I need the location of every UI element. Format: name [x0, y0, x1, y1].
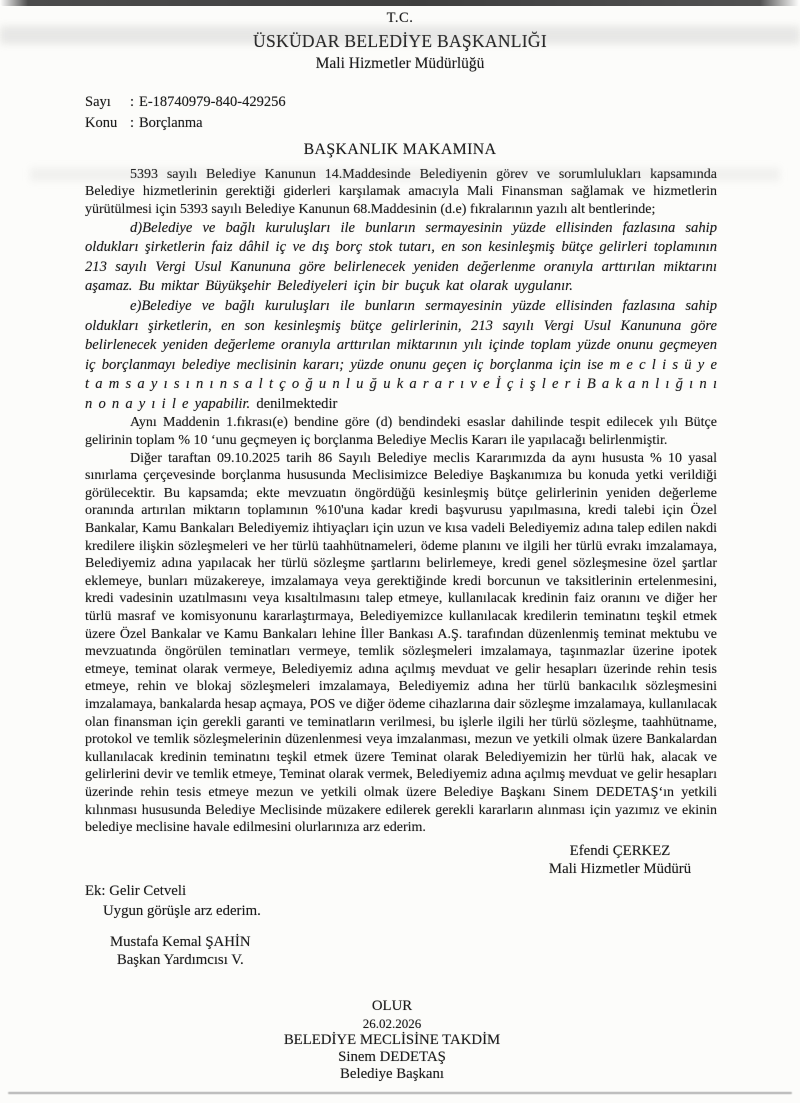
paragraph [85, 450, 717, 837]
scan-top-edge [0, 0, 800, 6]
scan-artifact-band [0, 26, 800, 44]
document-meta [85, 92, 800, 134]
letterhead-state: T.C. [386, 10, 414, 26]
paragraph-segment: e)Belediye ve bağlı kuruluşları ile bunların sermayesinin yüzde ellisinden fazlasına sahip oldukları şirketlerin, en son kesinleşmiş bütçe gelirlerinin, 213 sayılı Vergi Usul Kanununa göre belirlenecek yeniden değerleme oranıyla arttırılan miktarının yılı içinde toplam yüzde onunu geçmeyen iç borçlanmayı belediye meclisinin kararı; yüzde onunu geçen iç borçlanma için ise m e c l i s ü y e t a m s a y ı s ı n ı n s a l t ç o ğ u n l u ğ u k a r a r ı v e İ ç i ş l e r i B a k a n l ı ğ ı n ı n o n a y ı i l e yapabilir. [85, 297, 717, 412]
paragraph-segment: 5393 sayılı Belediye Kanunun 14.Maddesinde Belediyenin görev ve sorumlulukları kapsamında Belediye hizmetlerinin gerektiği giderleri karşılamak amacıyla Mali Finansman sağlamak ve hizmetlerin yürütülmesi için 5393 sayılı Belediye Kanunun 68.Maddesinin (d.e) fıkralarının yazılı alt bentlerinde; [85, 166, 717, 217]
signatory-title: Başkan Yardımcısı V. [116, 951, 244, 968]
meta-row-sayi [85, 92, 800, 113]
paragraph-segment: Aynı Maddenin 1.fıkrası(e) bendine göre (d) bendindeki esaslar dahilinde tespit edilecek yılı Bütçe gelirinin toplam % 10 ‘unu geçmeyen iç borçlanma Belediye Meclis Kararı ile yapılacağı belirlenmiştir. [85, 415, 717, 449]
meta-row-konu [85, 113, 800, 134]
paragraph-segment: d)Belediye ve bağlı kuruluşları ile bunların sermayesinin yüzde ellisinden fazlasına sahip oldukları şirketlerin faiz dâhil iç ve dış borç stok tutarı, en son kesinleşmiş bütçe gelirleri toplamının 213 sayılı Vergi Usul Kanununa göre belirlenecek yeniden değerlenme oranıyla arttırılan miktarını aşamaz. Bu miktar Büyükşehir Belediyeleri için bir buçuk kat olarak uygulanır. [85, 219, 717, 295]
letterhead-department: Mali Hizmetler Müdürlüğü [315, 54, 485, 72]
paragraph [85, 414, 717, 449]
attachment-note: Ek: Gelir Cetveli [85, 882, 187, 899]
approval-note: Uygun görüşle arz ederim. [103, 902, 261, 919]
paragraph-segment: Diğer taraftan 09.10.2025 tarih 86 Sayılı Belediye meclis Kararımızda da aynı hususta % 10 yasal sınırlama çerçevesinde borçlanma hususunda Meclisimizce Belediye Başkanımıza bu konuda yetki verildiği görülecektir. Bu kapsamda; ekte mevzuatın öngördüğü kesinleşmiş bütçe gelirlerinin yeniden değerleme oranında artırılan miktarın toplamının %10'una kadar kredi başvurusu yapılmasına, kredi talebi için Özel Bankalar, Kamu Bankaları Belediyemiz ihtiyaçları için uzun ve kısa vadeli Belediyemiz adına talep edilen nakdi kredilere ilişkin sözleşmeleri ve her türlü taahhütnameleri, ödeme planını ve ilgili her türlü evrakı imzalamaya, Belediyemiz adına yapılacak her türlü sözleşme şartlarını belirlemeye, kredi genel sözleşmesine özel şartlar eklemeye, bunları müzakereye, imzalamaya veya gerektiğinde kredi borcunun ve taksitlerinin ertelenmesini, kredi vadesinin uzatılmasını veya kısaltılmasını talep etmeye, kullanılacak kredinin faiz oranını ve diğer her türlü masraf ve komisyonunu kararlaştırmaya, Belediyemizce kullanılacak kredilerin teminatını teşkil etmek üzere Özel Bankalar ve Kamu Bankaları lehine İller Bankası A.Ş. tarafından düzenlenmiş teminat mektubu ve mevzuatında öngörülen teminatları vermeye, temlik sözleşmeleri imzalamaya, taşınmazlar üzerine ipotek etmeye, teminat olarak vermeye, Belediyemiz adına açılmış mevduat ve gelir hesapları üzerinde rehin tesis etmeye, rehin ve blokaj sözleşmeleri imzalamaya, Belediyemiz adına her türlü bankacılık sözleşmesini imzalamaya, bankalarda hesap açmaya, POS ve diğer ödeme cihazlarına dair sözleşme imzalamaya, kullanılacak olan finansman için gerekli garanti ve teminatların verilmesi, bu işlerle ilgili her türlü sözleşme, taahhütname, protokol ve temlik sözleşmelerinin düzenlenmesi veya imzalanması, mezun ve yetkili olmak üzere Bankalardan kullanılacak kredinin teminatını teşkil etmek üzere Teminat olarak Belediyemizin her türlü hak, alacak ve gelirlerini devir ve temlik etmeye, Teminat olarak vermek, Belediyemiz adına açılmış mevduat ve gelir hesapları üzerinde rehin tesis etmeye mezun ve yetkili olmak üzere Belediye Başkanı Sinem DEDETAŞ‘ın yetkili kılınması hususunda Belediye Meclisinde müzakere edilerek gerekli kararların alınması için yazımız ve ekinin belediye meclisine havale edilmesini olurlarınıza arz ederim. [85, 450, 717, 836]
paragraph-segment: denilmektedir [256, 395, 338, 412]
signatory-name: Mustafa Kemal ŞAHİN [110, 933, 251, 950]
signatory-name: Efendi ÇERKEZ [569, 842, 671, 859]
signature-block-finance-director [500, 842, 740, 878]
konu-value: Borçlanma [139, 114, 203, 131]
document-body [85, 166, 717, 837]
olur-date: 26.02.2026 [362, 1016, 422, 1031]
olur-heading: OLUR [371, 998, 413, 1014]
mayor-title: Belediye Başkanı [340, 1066, 444, 1082]
scan-artifact-band [30, 168, 780, 181]
konu-label: Konu [85, 114, 118, 131]
sayi-label: Sayı [85, 93, 111, 110]
mayor-name: Sinem DEDETAŞ [338, 1049, 446, 1065]
letterhead-organization: ÜSKÜDAR BELEDİYE BAŞKANLIĞI [253, 30, 547, 51]
paragraph [85, 219, 717, 297]
scan-bottom-edge [8, 1092, 792, 1094]
konu-colon: : [129, 114, 135, 131]
sayi-value: E-18740979-840-429256 [139, 93, 286, 110]
paragraph [85, 297, 717, 415]
olur-presentation-line: BELEDİYE MECLİSİNE TAKDİM [283, 1032, 501, 1048]
signatory-title: Mali Hizmetler Müdürü [548, 860, 692, 877]
olur-approval-block [0, 998, 784, 1083]
document-title: BAŞKANLIK MAKAMINA [303, 140, 497, 158]
signature-block-deputy-mayor [110, 933, 251, 969]
sayi-colon: : [129, 93, 135, 110]
